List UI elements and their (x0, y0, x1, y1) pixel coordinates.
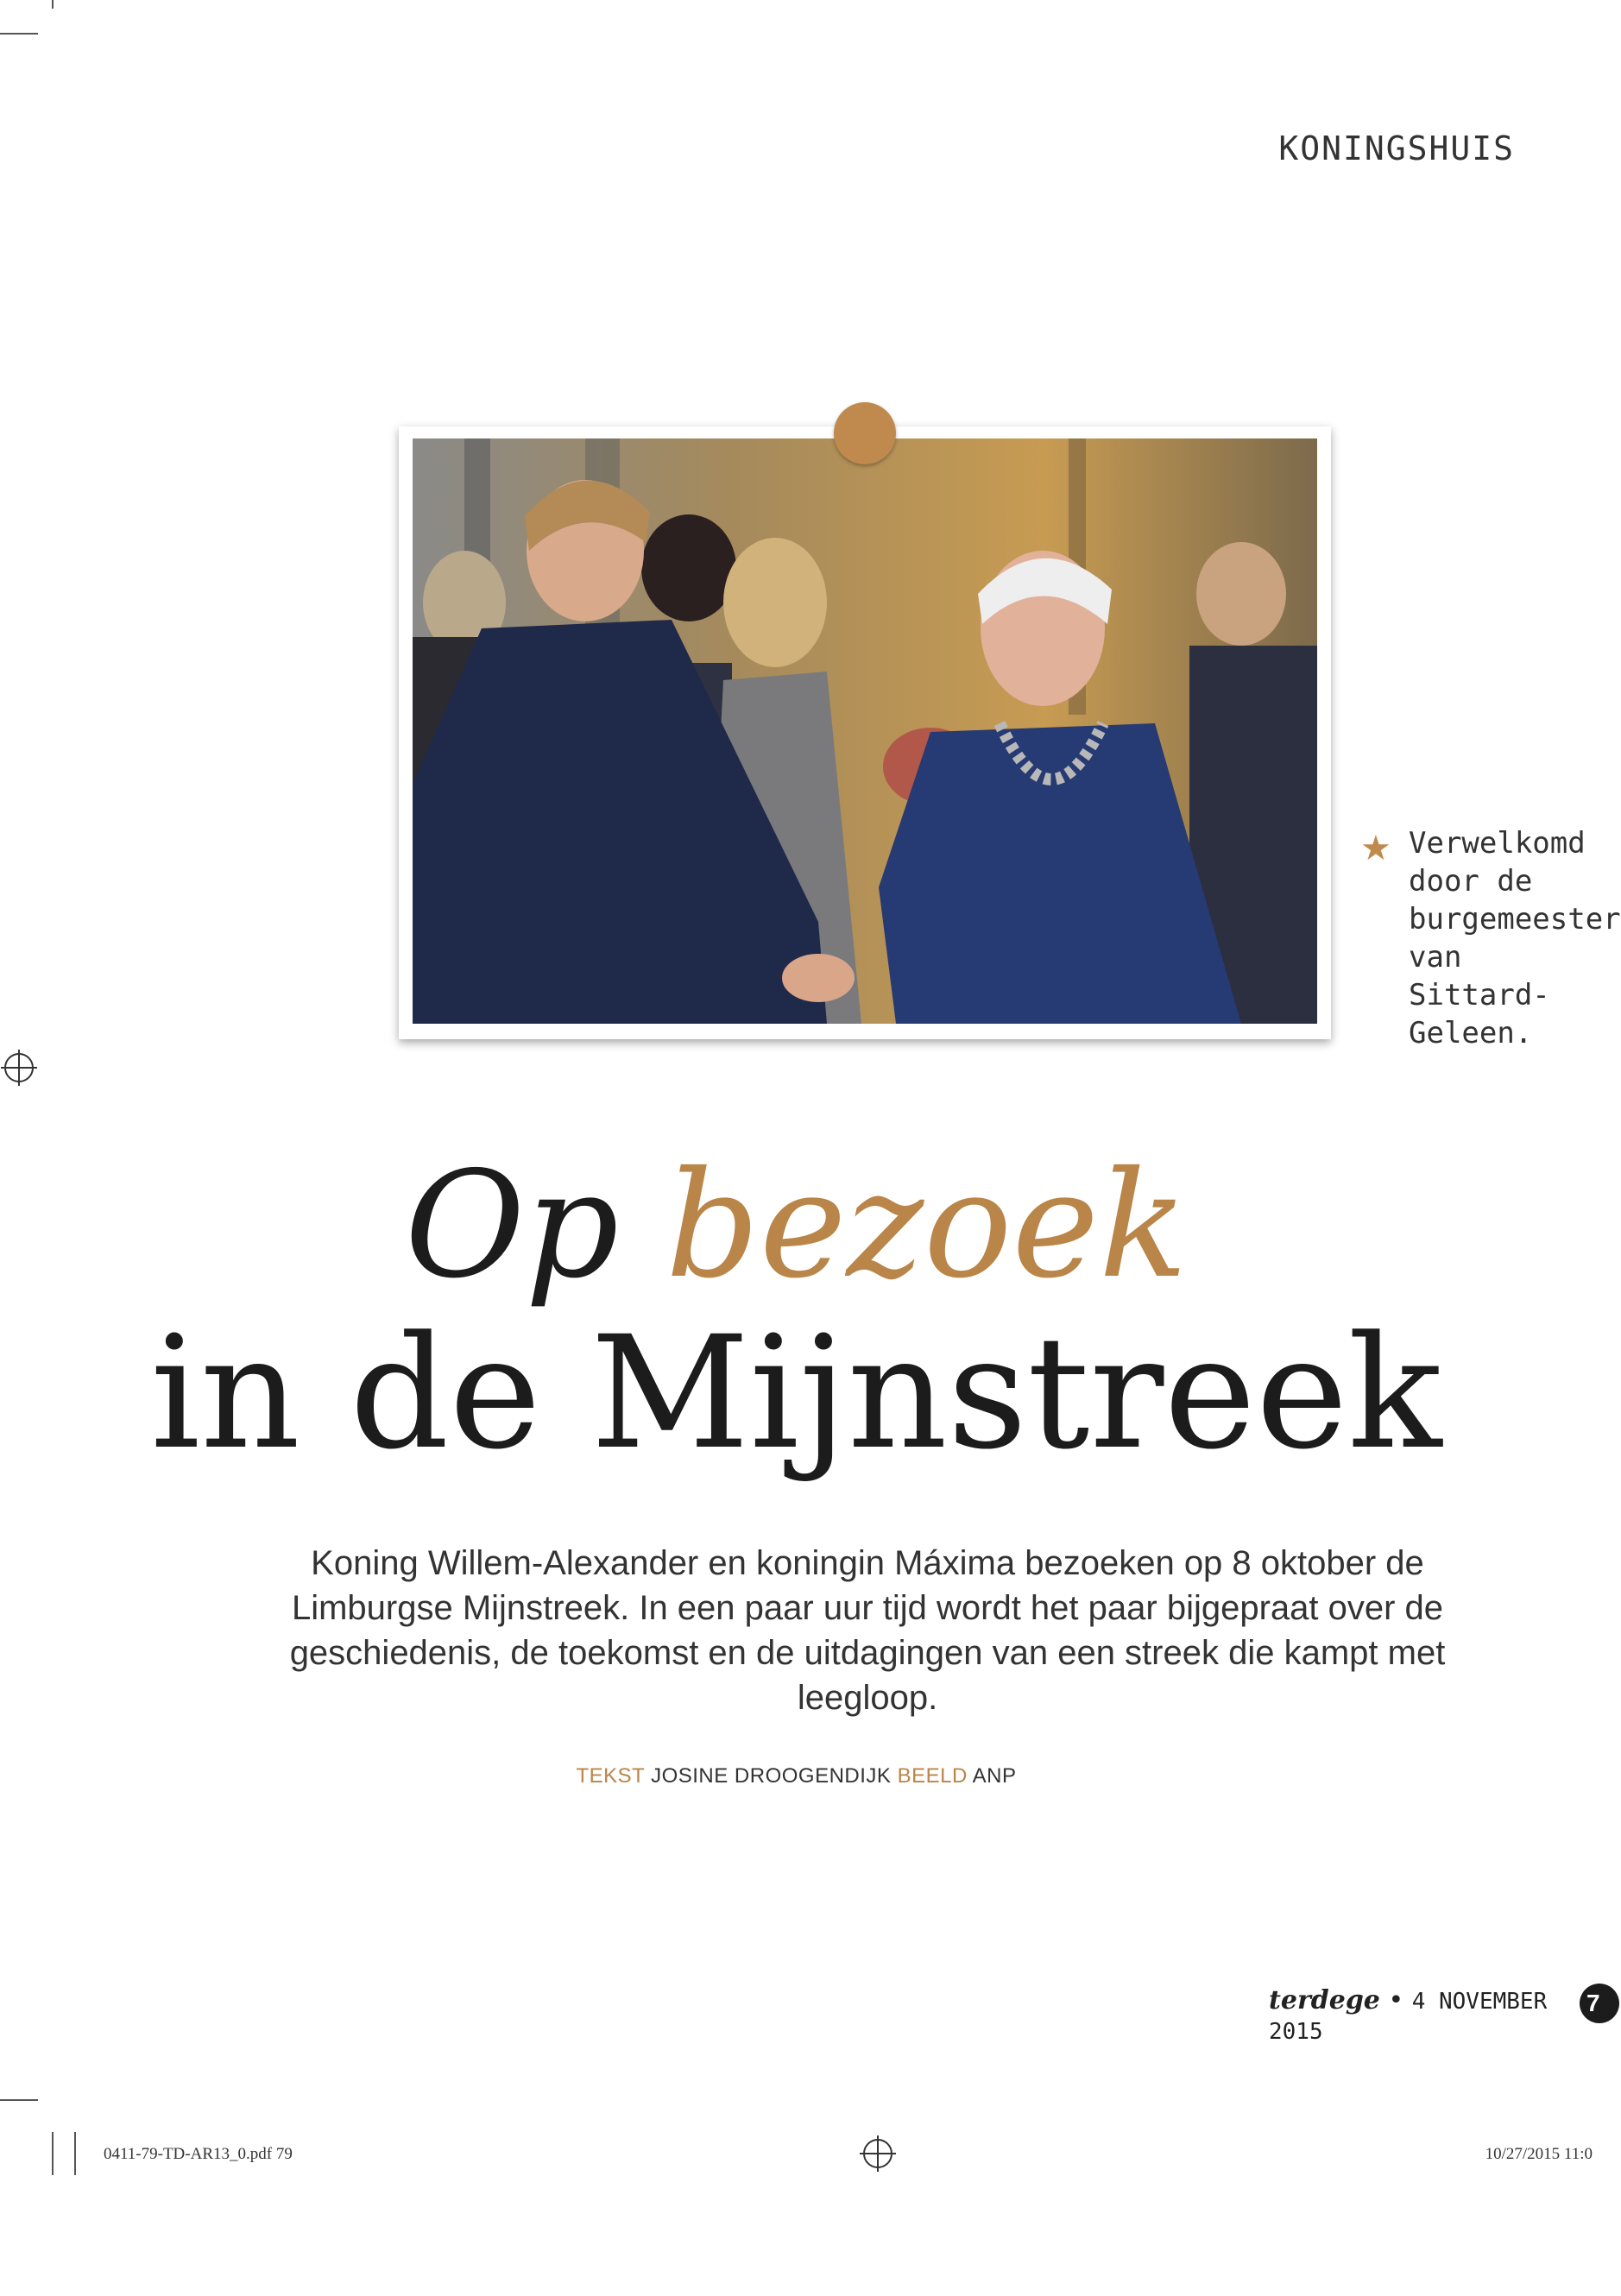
headline-line-2: in de Mijnstreek (150, 1303, 1442, 1484)
section-label: KONINGSHUIS (1278, 129, 1515, 167)
footer-separator: • (1388, 1985, 1404, 2015)
footer-brand: terdege (1269, 1985, 1380, 2015)
crop-mark-top-vertical (52, 0, 54, 9)
photo-illustration (413, 438, 1317, 1024)
crop-mark-bottom (0, 2099, 38, 2101)
credits (0, 1764, 1593, 1788)
registration-mark-bottom (863, 2139, 892, 2168)
credits-tekst-label: TEKST (576, 1764, 645, 1788)
photo-caption: Verwelkomd door de burgemeester van Sittard-Geleen. (1409, 826, 1621, 1050)
credits-beeld-label: BEELD (897, 1764, 968, 1788)
credits-beeld-value: ANP (972, 1764, 1017, 1788)
star-icon: ★ (1360, 829, 1391, 867)
slug-timestamp: 10/27/2015 11:0 (1485, 2145, 1593, 2163)
slug-file: 0411-79-TD-AR13_0.pdf 79 (104, 2145, 293, 2163)
photo-frame (399, 426, 1331, 1039)
headline-line-1 (0, 1139, 1593, 1312)
footer-date: 4 NOVEMBER 2015 (1269, 1989, 1548, 2045)
intro-paragraph: Koning Willem-Alexander en koningin Máxima bezoeken op 8 oktober de Limburgse Mijnstreek. In een paar uur tijd wordt het paar bijgepraat over de geschiedenis, de toekomst en de uitdagingen van een streek die kampt met leegloop. (289, 1544, 1446, 1717)
pin-icon (834, 402, 896, 464)
page-number: 7 (1580, 1984, 1619, 2023)
headline-word-1: Op (404, 1140, 620, 1311)
registration-mark-left (4, 1053, 34, 1082)
crop-mark-bottom-vertical (52, 2132, 54, 2175)
footer (1269, 1985, 1593, 2046)
photo-king-greeting-mayor (413, 438, 1317, 1024)
credits-tekst-value: JOSINE DROOGENDIJK (651, 1764, 892, 1788)
crop-mark-bottom-vertical-2 (74, 2132, 76, 2175)
headline-word-2: bezoek (665, 1140, 1189, 1311)
crop-mark-top (0, 33, 38, 35)
